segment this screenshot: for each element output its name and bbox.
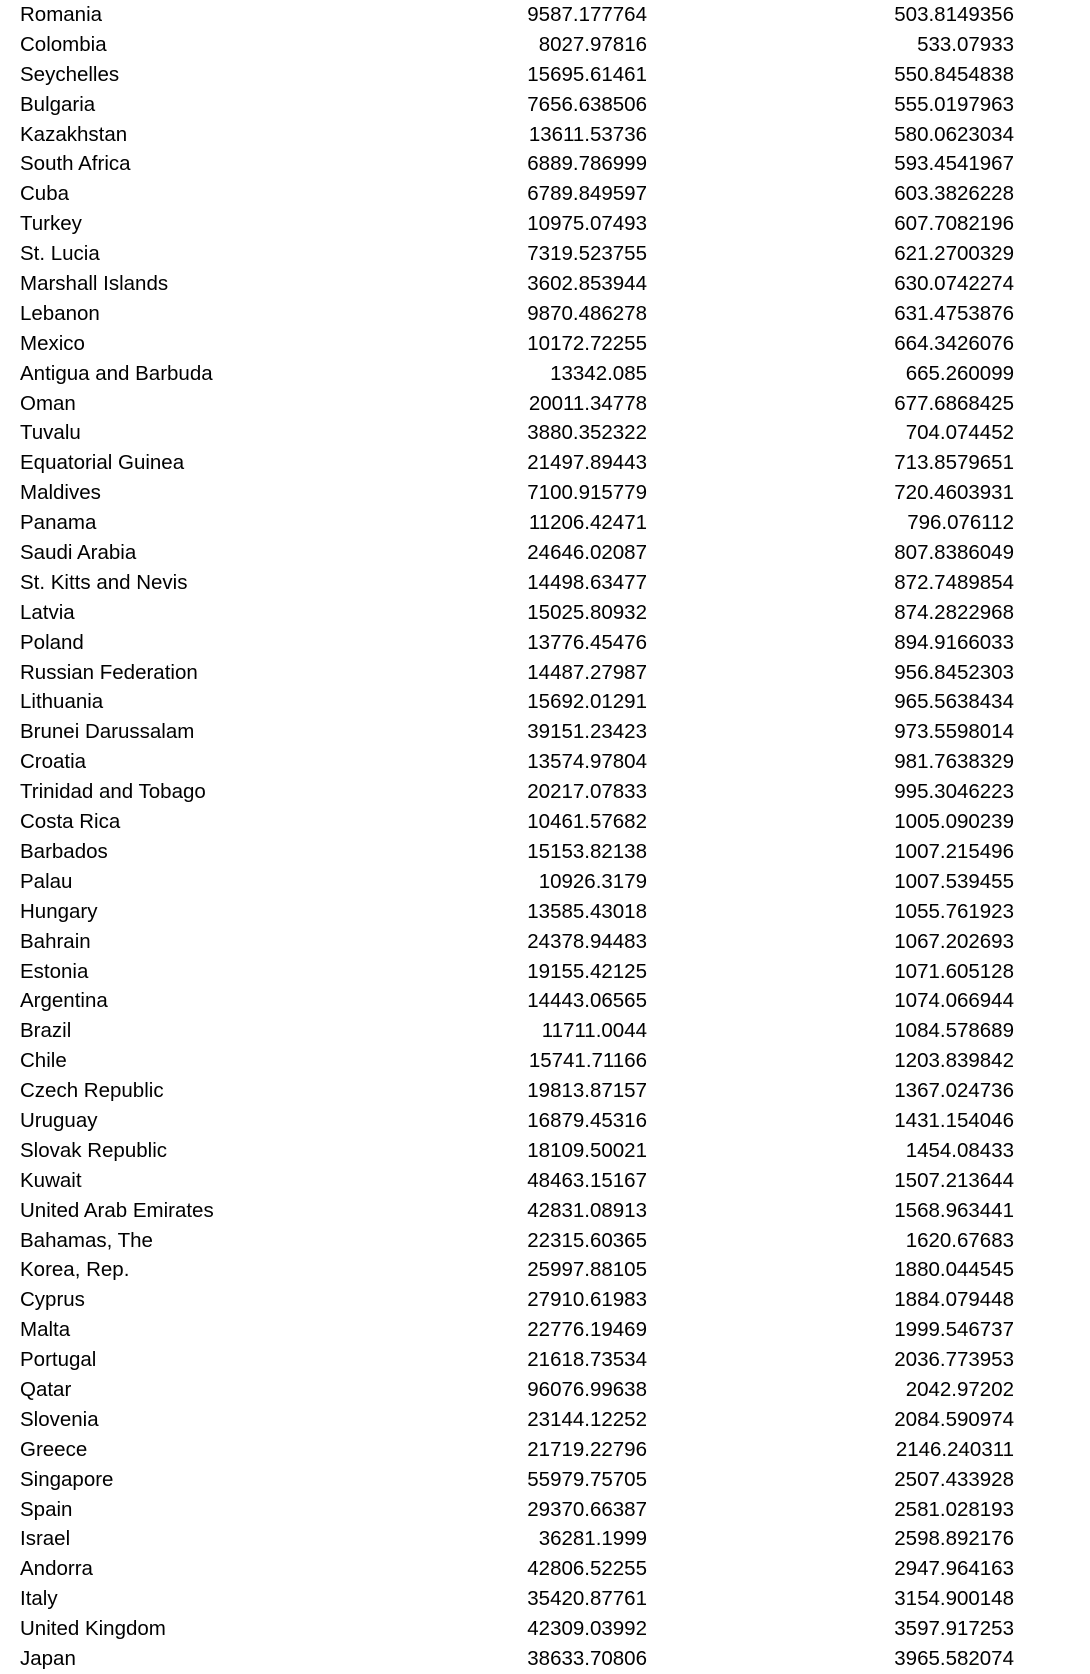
- table-row: [0, 628, 1090, 658]
- table-row: [0, 359, 1090, 389]
- country-cell: Singapore: [20, 1467, 114, 1491]
- value-cell-col3: 1203.839842: [894, 1049, 1014, 1073]
- country-cell: Uruguay: [20, 1108, 98, 1132]
- value-cell-col2: 7319.523755: [527, 242, 647, 266]
- value-cell-col3: 965.5638434: [894, 690, 1014, 714]
- value-cell-col2: 16879.45316: [527, 1108, 647, 1132]
- country-cell: Costa Rica: [20, 810, 121, 834]
- table-row: [0, 1375, 1090, 1405]
- country-cell: St. Kitts and Nevis: [20, 570, 188, 594]
- table-row: [0, 1495, 1090, 1525]
- country-cell: Romania: [20, 3, 103, 26]
- value-cell-col3: 1880.044545: [894, 1258, 1014, 1282]
- value-cell-col2: 24646.02087: [527, 541, 647, 565]
- value-cell-col3: 1367.024736: [894, 1079, 1014, 1103]
- country-cell: Slovak Republic: [20, 1138, 167, 1162]
- value-cell-col2: 38633.70806: [527, 1646, 647, 1670]
- country-cell: United Arab Emirates: [20, 1198, 214, 1222]
- value-cell-col3: 807.8386049: [894, 541, 1014, 565]
- value-cell-col3: 1067.202693: [894, 929, 1014, 953]
- value-cell-col3: 631.4753876: [894, 301, 1014, 325]
- value-cell-col2: 15741.71166: [528, 1049, 647, 1073]
- value-cell-col3: 704.074452: [905, 421, 1014, 445]
- table-row: [0, 867, 1090, 897]
- value-cell-col3: 664.3426076: [894, 331, 1014, 355]
- table-row: [0, 1016, 1090, 1046]
- country-cell: Chile: [20, 1049, 67, 1073]
- country-cell: Cyprus: [20, 1288, 85, 1312]
- table-row: [0, 1226, 1090, 1256]
- table-row: [0, 1196, 1090, 1226]
- table-row: [0, 120, 1090, 150]
- value-cell-col3: 2036.773953: [894, 1348, 1014, 1372]
- country-cell: Oman: [20, 391, 76, 415]
- value-cell-col3: 1999.546737: [894, 1318, 1014, 1342]
- table-row: [0, 1255, 1090, 1285]
- value-cell-col2: 15025.80932: [527, 600, 647, 624]
- value-cell-col3: 1084.578689: [894, 1019, 1014, 1043]
- value-cell-col3: 1055.761923: [894, 899, 1014, 923]
- country-cell: Greece: [20, 1437, 88, 1461]
- value-cell-col2: 11206.42471: [528, 511, 647, 535]
- value-cell-col2: 7100.915779: [527, 481, 647, 505]
- table-row: [0, 60, 1090, 90]
- value-cell-col2: 20217.07833: [527, 780, 647, 804]
- value-cell-col2: 7656.638506: [527, 92, 647, 116]
- value-cell-col3: 1568.963441: [894, 1198, 1014, 1222]
- table-row: [0, 1076, 1090, 1106]
- value-cell-col3: 713.8579651: [894, 451, 1014, 475]
- country-cell: Spain: [20, 1497, 73, 1521]
- country-cell: Equatorial Guinea: [20, 451, 185, 475]
- value-cell-col2: 13611.53736: [528, 122, 647, 146]
- value-cell-col2: 22315.60365: [527, 1228, 647, 1252]
- value-cell-col3: 995.3046223: [894, 780, 1014, 804]
- country-cell: Slovenia: [20, 1407, 99, 1431]
- value-cell-col3: 3965.582074: [894, 1646, 1014, 1670]
- table-row: [0, 687, 1090, 717]
- country-cell: Italy: [20, 1587, 58, 1611]
- value-cell-col3: 665.260099: [905, 361, 1014, 385]
- table-row: [0, 209, 1090, 239]
- table-row: [0, 329, 1090, 359]
- value-cell-col3: 973.5598014: [894, 720, 1014, 744]
- table-row: [0, 30, 1090, 60]
- country-cell: Czech Republic: [20, 1079, 164, 1103]
- table-row: [0, 568, 1090, 598]
- value-cell-col2: 11711.0044: [541, 1019, 647, 1043]
- value-cell-col2: 42806.52255: [527, 1557, 647, 1581]
- country-cell: Latvia: [20, 600, 75, 624]
- value-cell-col2: 15692.01291: [527, 690, 647, 714]
- value-cell-col2: 10172.72255: [527, 331, 647, 355]
- value-cell-col2: 15695.61461: [527, 62, 647, 86]
- value-cell-col2: 25997.88105: [527, 1258, 647, 1282]
- value-cell-col3: 1454.08433: [905, 1138, 1014, 1162]
- country-cell: Barbados: [20, 839, 108, 863]
- table-row: [0, 149, 1090, 179]
- value-cell-col3: 2084.590974: [894, 1407, 1014, 1431]
- country-cell: Israel: [20, 1527, 71, 1551]
- table-row: [0, 717, 1090, 747]
- country-cell: Tuvalu: [20, 421, 81, 445]
- table-row: [0, 478, 1090, 508]
- value-cell-col2: 21618.73534: [527, 1348, 647, 1372]
- country-cell: Argentina: [20, 989, 108, 1013]
- value-cell-col3: 2507.433928: [894, 1467, 1014, 1491]
- country-cell: Croatia: [20, 750, 87, 774]
- value-cell-col3: 555.0197963: [894, 92, 1014, 116]
- country-cell: Turkey: [20, 212, 82, 236]
- value-cell-col3: 533.07933: [917, 32, 1014, 56]
- table-row: [0, 299, 1090, 329]
- value-cell-col3: 593.4541967: [894, 152, 1014, 176]
- value-cell-col3: 550.8454838: [894, 62, 1014, 86]
- country-cell: Malta: [20, 1318, 71, 1342]
- country-cell: Trinidad and Tobago: [20, 780, 206, 804]
- value-cell-col2: 6789.849597: [527, 182, 647, 206]
- value-cell-col3: 1074.066944: [894, 989, 1014, 1013]
- country-cell: Cuba: [20, 182, 70, 206]
- value-cell-col2: 6889.786999: [527, 152, 647, 176]
- table-row: [0, 1614, 1090, 1644]
- table-row: [0, 538, 1090, 568]
- value-cell-col3: 894.9166033: [894, 630, 1014, 654]
- value-cell-col2: 13342.085: [550, 361, 647, 385]
- country-cell: Antigua and Barbuda: [20, 361, 213, 385]
- value-cell-col3: 3154.900148: [894, 1587, 1014, 1611]
- table-row: [0, 418, 1090, 448]
- table-row: [0, 1136, 1090, 1166]
- table-row: [0, 1584, 1090, 1614]
- value-cell-col2: 9587.177764: [527, 3, 647, 26]
- value-cell-col2: 19813.87157: [527, 1079, 647, 1103]
- country-cell: Bahamas, The: [20, 1228, 153, 1252]
- country-cell: Palau: [20, 869, 73, 893]
- value-cell-col3: 580.0623034: [894, 122, 1014, 146]
- table-row: [0, 1046, 1090, 1076]
- table-row: [0, 1524, 1090, 1554]
- value-cell-col3: 2598.892176: [894, 1527, 1014, 1551]
- country-cell: United Kingdom: [20, 1617, 166, 1641]
- value-cell-col3: 2581.028193: [894, 1497, 1014, 1521]
- table-row: [0, 1285, 1090, 1315]
- table-row: [0, 448, 1090, 478]
- value-cell-col3: 607.7082196: [894, 212, 1014, 236]
- value-cell-col2: 21719.22796: [527, 1437, 647, 1461]
- table-row: [0, 598, 1090, 628]
- value-cell-col3: 1620.67683: [905, 1228, 1014, 1252]
- table-row: [0, 90, 1090, 120]
- table-row: [0, 269, 1090, 299]
- value-cell-col2: 3602.853944: [527, 272, 647, 296]
- value-cell-col3: 1507.213644: [894, 1168, 1014, 1192]
- value-cell-col2: 21497.89443: [527, 451, 647, 475]
- value-cell-col2: 42309.03992: [527, 1617, 647, 1641]
- table-row: [0, 747, 1090, 777]
- country-cell: Estonia: [20, 959, 89, 983]
- country-cell: Lebanon: [20, 301, 100, 325]
- value-cell-col2: 10975.07493: [527, 212, 647, 236]
- country-cell: Japan: [20, 1646, 76, 1670]
- table-row: [0, 1465, 1090, 1495]
- value-cell-col3: 2042.97202: [905, 1377, 1014, 1401]
- table-row: [0, 1345, 1090, 1375]
- table-row: [0, 807, 1090, 837]
- country-cell: Maldives: [20, 481, 101, 505]
- value-cell-col2: 19155.42125: [527, 959, 647, 983]
- value-cell-col3: 677.6868425: [894, 391, 1014, 415]
- country-cell: Colombia: [20, 32, 107, 56]
- country-cell: Qatar: [20, 1377, 72, 1401]
- table-row: [0, 986, 1090, 1016]
- country-cell: Saudi Arabia: [20, 541, 137, 565]
- value-cell-col2: 3880.352322: [527, 421, 647, 445]
- value-cell-col2: 14487.27987: [527, 660, 647, 684]
- country-cell: Brazil: [20, 1019, 72, 1043]
- country-cell: Lithuania: [20, 690, 104, 714]
- table-row: [0, 897, 1090, 927]
- value-cell-col3: 956.8452303: [894, 660, 1014, 684]
- country-cell: St. Lucia: [20, 242, 100, 266]
- value-cell-col2: 20011.34778: [528, 391, 647, 415]
- value-cell-col2: 96076.99638: [527, 1377, 647, 1401]
- value-cell-col2: 42831.08913: [527, 1198, 647, 1222]
- value-cell-col3: 1071.605128: [894, 959, 1014, 983]
- value-cell-col3: 2947.964163: [894, 1557, 1014, 1581]
- table-row: [0, 179, 1090, 209]
- country-cell: Kuwait: [20, 1168, 82, 1192]
- country-cell: Panama: [20, 511, 97, 535]
- value-cell-col3: 874.2822968: [894, 600, 1014, 624]
- value-cell-col3: 3597.917253: [894, 1617, 1014, 1641]
- table-row: [0, 389, 1090, 419]
- value-cell-col2: 13776.45476: [527, 630, 647, 654]
- country-cell: Bahrain: [20, 929, 91, 953]
- value-cell-col2: 23144.12252: [527, 1407, 647, 1431]
- country-cell: Russian Federation: [20, 660, 198, 684]
- value-cell-col2: 22776.19469: [527, 1318, 647, 1342]
- country-cell: Seychelles: [20, 62, 120, 86]
- value-cell-col3: 796.076112: [907, 511, 1014, 535]
- value-cell-col3: 621.2700329: [894, 242, 1014, 266]
- country-cell: Bulgaria: [20, 92, 96, 116]
- table-row: [0, 0, 1090, 30]
- table-row: [0, 1315, 1090, 1345]
- value-cell-col2: 39151.23423: [527, 720, 647, 744]
- value-cell-col3: 2146.240311: [895, 1437, 1014, 1461]
- country-cell: Mexico: [20, 331, 85, 355]
- value-cell-col2: 14498.63477: [527, 570, 647, 594]
- table-row: [0, 658, 1090, 688]
- value-cell-col2: 48463.15167: [527, 1168, 647, 1192]
- value-cell-col3: 503.8149356: [894, 3, 1014, 26]
- value-cell-col3: 872.7489854: [894, 570, 1014, 594]
- table-row: [0, 777, 1090, 807]
- value-cell-col3: 603.3826228: [894, 182, 1014, 206]
- country-cell: Marshall Islands: [20, 272, 169, 296]
- country-cell: Brunei Darussalam: [20, 720, 195, 744]
- country-cell: Portugal: [20, 1348, 97, 1372]
- value-cell-col2: 18109.50021: [527, 1138, 647, 1162]
- value-cell-col3: 1005.090239: [894, 810, 1014, 834]
- value-cell-col2: 55979.75705: [527, 1467, 647, 1491]
- table-row: [0, 1435, 1090, 1465]
- value-cell-col2: 35420.87761: [527, 1587, 647, 1611]
- value-cell-col3: 1007.215496: [894, 839, 1014, 863]
- table-row: [0, 957, 1090, 987]
- country-cell: Korea, Rep.: [20, 1258, 130, 1282]
- table-row: [0, 1405, 1090, 1435]
- value-cell-col3: 1007.539455: [894, 869, 1014, 893]
- value-cell-col2: 36281.1999: [538, 1527, 647, 1551]
- value-cell-col2: 8027.97816: [538, 32, 647, 56]
- country-cell: Poland: [20, 630, 84, 654]
- value-cell-col2: 13574.97804: [527, 750, 647, 774]
- value-cell-col3: 1431.154046: [894, 1108, 1014, 1132]
- table-row: [0, 239, 1090, 269]
- table-row: [0, 1554, 1090, 1584]
- value-cell-col2: 29370.66387: [527, 1497, 647, 1521]
- value-cell-col2: 14443.06565: [527, 989, 647, 1013]
- table-row: [0, 1644, 1090, 1674]
- value-cell-col2: 9870.486278: [527, 301, 647, 325]
- value-cell-col2: 15153.82138: [527, 839, 647, 863]
- value-cell-col2: 24378.94483: [527, 929, 647, 953]
- table-row: [0, 1106, 1090, 1136]
- value-cell-col2: 27910.61983: [527, 1288, 647, 1312]
- country-cell: Hungary: [20, 899, 98, 923]
- value-cell-col2: 10461.57682: [527, 810, 647, 834]
- country-cell: Kazakhstan: [20, 122, 128, 146]
- value-cell-col3: 1884.079448: [894, 1288, 1014, 1312]
- table-row: [0, 508, 1090, 538]
- value-cell-col3: 720.4603931: [894, 481, 1014, 505]
- table-row: [0, 1166, 1090, 1196]
- country-cell: Andorra: [20, 1557, 93, 1581]
- value-cell-col2: 10926.3179: [538, 869, 647, 893]
- table-row: [0, 927, 1090, 957]
- table-row: [0, 837, 1090, 867]
- value-cell-col2: 13585.43018: [527, 899, 647, 923]
- value-cell-col3: 981.7638329: [894, 750, 1014, 774]
- value-cell-col3: 630.0742274: [894, 272, 1014, 296]
- country-cell: South Africa: [20, 152, 131, 176]
